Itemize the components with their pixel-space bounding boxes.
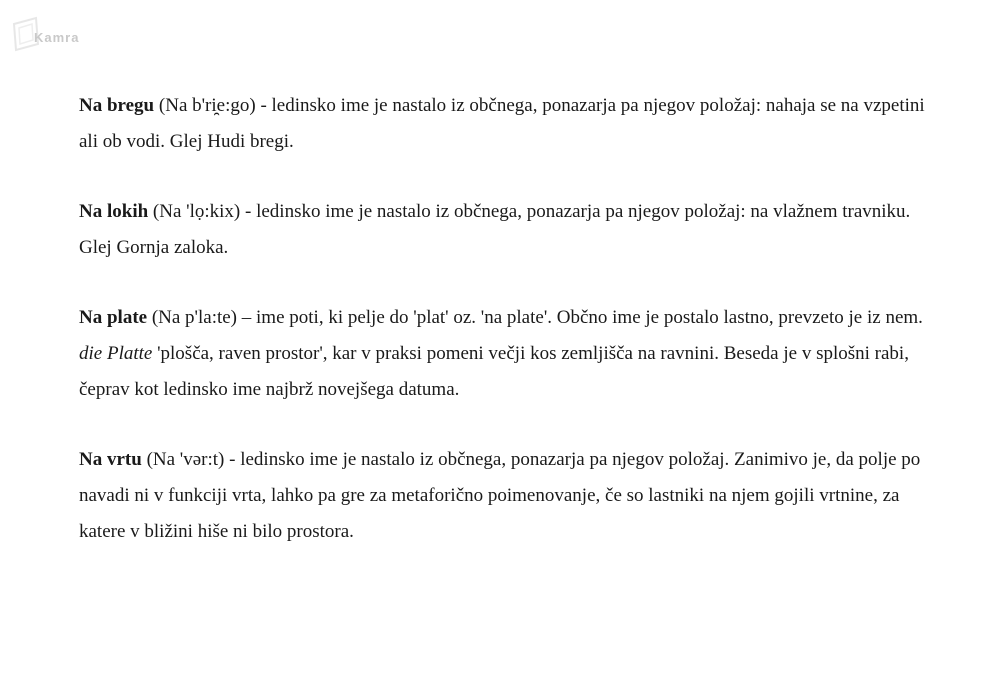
watermark-text: Kamra [34,30,80,45]
entry-pronunciation: (Na p'la:te) [147,307,238,328]
entry-term: Na plate [79,307,148,328]
entry-text: - ledinsko ime je nastalo iz občnega, ponazarja pa njegov položaj: nahaja se na vzpetini ali ob vodi. Glej Hudi bregi. [79,95,925,152]
entry-na-plate [79,300,939,408]
entry-na-lokih [79,194,939,266]
entry-pronunciation: (Na 'lọ:kix) [148,201,241,222]
entry-text-before: – ime poti, ki pelje do 'plat' oz. 'na plate'. Občno ime je postalo lastno, prevzeto je iz nem. [237,307,923,328]
entry-text-after: 'plošča, raven prostor', kar v praksi pomeni večji kos zemljišča na ravnini. Beseda je v splošni rabi, čeprav kot ledinsko ime najbrž novejšega datuma. [79,343,909,400]
entry-na-bregu [79,88,939,160]
entry-na-vrtu [79,442,939,550]
entry-text: - ledinsko ime je nastalo iz občnega, ponazarja pa njegov položaj: na vlažnem travniku. Glej Gornja zaloka. [79,201,911,258]
entry-term: Na lokih [79,201,149,222]
entry-italic-term: die Platte [79,343,153,364]
entry-text: - ledinsko ime je nastalo iz občnega, ponazarja pa njegov položaj. Zanimivo je, da polje po navadi ni v funkciji vrta, lahko pa gre za metaforično poimenovanje, če so lastniki na njem gojili vrtnine, za katere v bližini hiše ni bilo prostora. [79,449,921,542]
entry-term: Na bregu [79,95,155,116]
entry-term: Na vrtu [79,449,142,470]
entry-pronunciation: (Na 'vər:t) [141,449,225,470]
entry-pronunciation: (Na b'ri̯e:go) [154,95,256,116]
document-body [79,88,939,584]
